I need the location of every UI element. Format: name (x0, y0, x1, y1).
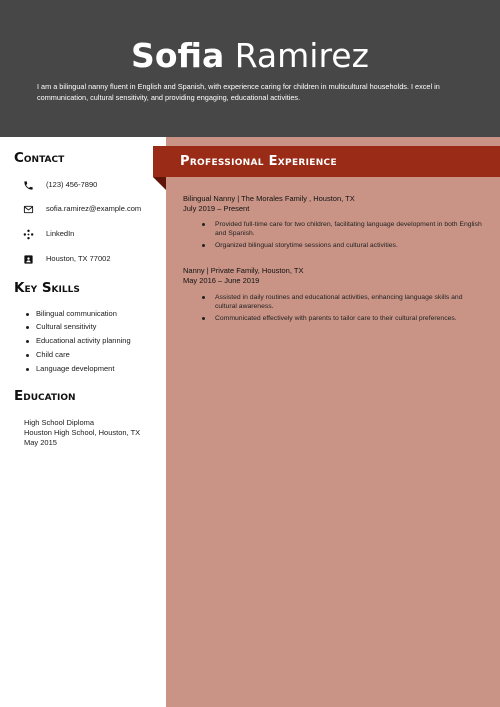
education-school: Houston High School, Houston, TX (24, 428, 141, 437)
skill-item: Cultural sensitivity (26, 322, 96, 332)
education-degree: High School Diploma (24, 418, 95, 427)
banner-fold (153, 177, 166, 190)
job-title: Nanny | Private Family, Houston, TX (183, 266, 304, 275)
contact-email (22, 202, 142, 216)
skill-item: Bilingual communication (26, 309, 117, 319)
job-bullet: Communicated effectively with parents to tailor care to their cultural preferences. (204, 314, 486, 323)
skills-title: Key Skills (14, 280, 80, 296)
contact-title: Contact (14, 150, 65, 166)
linkedin-text[interactable]: LinkedIn (46, 229, 75, 238)
skill-item: Child care (26, 350, 70, 360)
job-title: Bilingual Nanny | The Morales Family , Houston, TX (183, 194, 355, 203)
job-bullet: Assisted in daily routines and educational activities, enhancing language skills and cultural awareness. (204, 293, 486, 311)
education-date: May 2015 (24, 438, 57, 447)
summary: I am a bilingual nanny fluent in English and Spanish, with experience caring for children in multicultural households. I excel in communication, cultural sensitivity, and providing engaging, educational activities. (37, 82, 440, 102)
contact-phone (22, 178, 98, 192)
skill-item: Educational activity planning (26, 336, 131, 346)
last-name: Ramirez (234, 36, 369, 75)
job-bullet: Organized bilingual storytime sessions and cultural activities. (204, 241, 486, 250)
skill-item: Language development (26, 364, 114, 374)
phone-icon (22, 179, 34, 191)
contact-location (22, 252, 111, 266)
job-date: May 2016 – June 2019 (183, 276, 260, 285)
job-date: July 2019 – Present (183, 204, 250, 213)
location-text: Houston, TX 77002 (46, 254, 111, 263)
contact-linkedin (22, 227, 75, 241)
linkedin-icon (22, 228, 34, 240)
candidate-name (0, 38, 500, 74)
phone-text[interactable]: (123) 456-7890 (46, 180, 98, 189)
job-bullet: Provided full-time care for two children, facilitating language development in both English and Spanish. (204, 220, 486, 238)
first-name: Sofia (131, 36, 225, 75)
experience-title: Professional Experience (180, 154, 337, 169)
email-icon (22, 203, 34, 215)
email-text[interactable]: sofia.ramirez@example.com (46, 204, 142, 213)
education-title: Education (14, 388, 76, 404)
location-icon (22, 253, 34, 265)
